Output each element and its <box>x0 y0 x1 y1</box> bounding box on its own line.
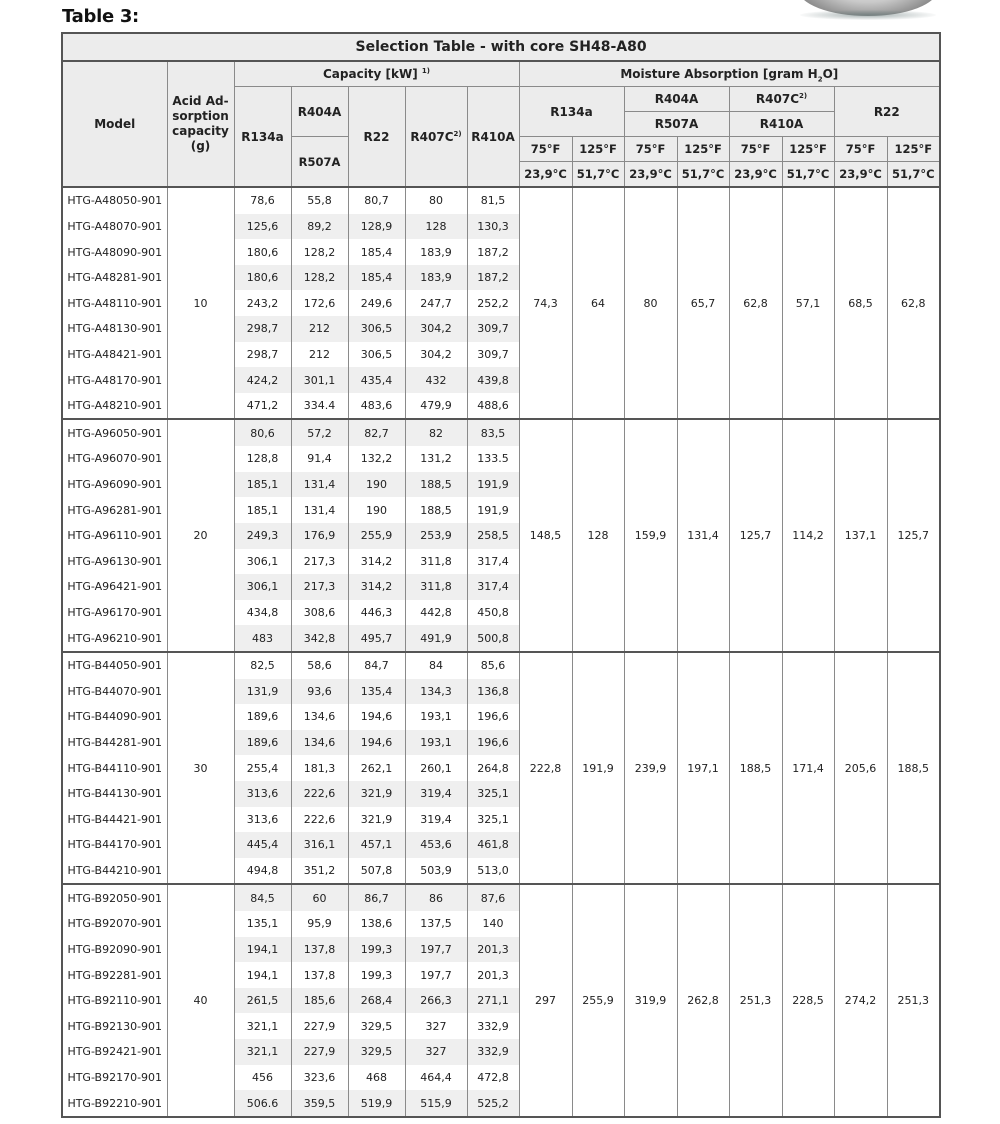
capacity-cell: 134,6 <box>291 704 348 730</box>
model-cell: HTG-B92110-901 <box>62 988 167 1014</box>
header-moist-r507a: R507A <box>624 112 729 137</box>
capacity-cell: 190 <box>348 497 405 523</box>
header-temp-f: 125°F <box>782 137 834 162</box>
capacity-cell: 197,7 <box>405 937 467 963</box>
capacity-cell: 298,7 <box>234 342 291 368</box>
capacity-cell: 261,5 <box>234 988 291 1014</box>
header-cap-r404a: R404A <box>291 87 348 137</box>
moisture-cell: 191,9 <box>572 652 624 884</box>
header-moist-r404a: R404A <box>624 87 729 112</box>
capacity-cell: 329,5 <box>348 1013 405 1039</box>
header-temp-c: 51,7°C <box>782 162 834 188</box>
capacity-cell: 185,1 <box>234 472 291 498</box>
capacity-cell: 308,6 <box>291 600 348 626</box>
capacity-cell: 351,2 <box>291 858 348 885</box>
model-cell: HTG-B44050-901 <box>62 652 167 679</box>
header-moist-r407c: $R407C^{2)}$ <box>729 87 834 112</box>
capacity-cell: 507,8 <box>348 858 405 885</box>
capacity-cell: 446,3 <box>348 600 405 626</box>
capacity-cell: 137,5 <box>405 911 467 937</box>
capacity-cell: 243,2 <box>234 290 291 316</box>
capacity-cell: 201,3 <box>467 962 519 988</box>
moisture-cell: 205,6 <box>834 652 887 884</box>
capacity-cell: 488,6 <box>467 393 519 420</box>
capacity-cell: 128,2 <box>291 239 348 265</box>
capacity-cell: 306,5 <box>348 342 405 368</box>
moisture-cell: 251,3 <box>887 884 940 1117</box>
capacity-cell: 80,6 <box>234 419 291 446</box>
capacity-cell: 131,2 <box>405 446 467 472</box>
capacity-cell: 249,3 <box>234 523 291 549</box>
model-cell: HTG-A96170-901 <box>62 600 167 626</box>
capacity-cell: 450,8 <box>467 600 519 626</box>
capacity-cell: 334.4 <box>291 393 348 420</box>
capacity-cell: 472,8 <box>467 1065 519 1091</box>
capacity-cell: 93,6 <box>291 679 348 705</box>
moisture-cell: 171,4 <box>782 652 834 884</box>
moisture-cell: 74,3 <box>519 187 572 419</box>
capacity-cell: 84,7 <box>348 652 405 679</box>
capacity-cell: 314,2 <box>348 549 405 575</box>
capacity-cell: 82 <box>405 419 467 446</box>
capacity-cell: 227,9 <box>291 1039 348 1065</box>
capacity-cell: 329,5 <box>348 1039 405 1065</box>
model-cell: HTG-A96050-901 <box>62 419 167 446</box>
moisture-cell: 319,9 <box>624 884 677 1117</box>
capacity-cell: 78,6 <box>234 187 291 214</box>
model-cell: HTG-A48210-901 <box>62 393 167 420</box>
capacity-cell: 442,8 <box>405 600 467 626</box>
moisture-cell: 239,9 <box>624 652 677 884</box>
header-cap-r410a: R410A <box>467 87 519 188</box>
capacity-cell: 176,9 <box>291 523 348 549</box>
capacity-cell: 252,2 <box>467 290 519 316</box>
capacity-cell: 327 <box>405 1039 467 1065</box>
capacity-cell: 222,6 <box>291 781 348 807</box>
header-cap-r407c: $R407C^{2)}$ <box>405 87 467 188</box>
capacity-cell: 189,6 <box>234 704 291 730</box>
capacity-cell: 128,2 <box>291 265 348 291</box>
model-cell: HTG-B92421-901 <box>62 1039 167 1065</box>
model-cell: HTG-B92050-901 <box>62 884 167 911</box>
header-cap-r507a: R507A <box>291 137 348 188</box>
moisture-cell: 80 <box>624 187 677 419</box>
model-cell: HTG-B44281-901 <box>62 730 167 756</box>
header-temp-c: 23,9°C <box>729 162 782 188</box>
capacity-cell: 82,7 <box>348 419 405 446</box>
header-moist-r410a: R410A <box>729 112 834 137</box>
capacity-cell: 268,4 <box>348 988 405 1014</box>
model-cell: HTG-A48050-901 <box>62 187 167 214</box>
moisture-cell: 255,9 <box>572 884 624 1117</box>
capacity-cell: 193,1 <box>405 730 467 756</box>
acid-capacity-cell: 40 <box>167 884 234 1117</box>
capacity-cell: 464,4 <box>405 1065 467 1091</box>
model-cell: HTG-A96421-901 <box>62 574 167 600</box>
capacity-cell: 85,6 <box>467 652 519 679</box>
capacity-cell: 180,6 <box>234 265 291 291</box>
capacity-cell: 212 <box>291 342 348 368</box>
capacity-cell: 247,7 <box>405 290 467 316</box>
selection-table <box>61 32 941 1118</box>
capacity-cell: 89,2 <box>291 214 348 240</box>
capacity-cell: 191,9 <box>467 472 519 498</box>
capacity-cell: 483 <box>234 625 291 652</box>
header-temp-f: 75°F <box>729 137 782 162</box>
model-cell: HTG-A96210-901 <box>62 625 167 652</box>
capacity-cell: 199,3 <box>348 962 405 988</box>
header-temp-f: 75°F <box>519 137 572 162</box>
capacity-cell: 80 <box>405 187 467 214</box>
model-cell: HTG-A48090-901 <box>62 239 167 265</box>
capacity-cell: 506.6 <box>234 1090 291 1117</box>
model-cell: HTG-B92130-901 <box>62 1013 167 1039</box>
capacity-cell: 342,8 <box>291 625 348 652</box>
capacity-cell: 194,1 <box>234 937 291 963</box>
moisture-cell: 188,5 <box>729 652 782 884</box>
capacity-cell: 494,8 <box>234 858 291 885</box>
capacity-cell: 258,5 <box>467 523 519 549</box>
capacity-cell: 316,1 <box>291 832 348 858</box>
document-title: Table 3: <box>62 6 139 27</box>
capacity-cell: 135,1 <box>234 911 291 937</box>
capacity-cell: 125,6 <box>234 214 291 240</box>
capacity-cell: 255,4 <box>234 755 291 781</box>
capacity-cell: 134,6 <box>291 730 348 756</box>
capacity-cell: 461,8 <box>467 832 519 858</box>
capacity-cell: 525,2 <box>467 1090 519 1117</box>
moisture-cell: 128 <box>572 419 624 651</box>
moisture-cell: 114,2 <box>782 419 834 651</box>
capacity-cell: 180,6 <box>234 239 291 265</box>
capacity-cell: 136,8 <box>467 679 519 705</box>
header-temp-c: 23,9°C <box>834 162 887 188</box>
table-row <box>62 652 940 679</box>
capacity-cell: 181,3 <box>291 755 348 781</box>
capacity-cell: 325,1 <box>467 807 519 833</box>
capacity-cell: 185,4 <box>348 265 405 291</box>
capacity-cell: 190 <box>348 472 405 498</box>
capacity-cell: 311,8 <box>405 574 467 600</box>
capacity-cell: 185,4 <box>348 239 405 265</box>
moisture-cell: 274,2 <box>834 884 887 1117</box>
capacity-cell: 313,6 <box>234 781 291 807</box>
capacity-cell: 435,4 <box>348 367 405 393</box>
model-cell: HTG-B44210-901 <box>62 858 167 885</box>
capacity-cell: 491,9 <box>405 625 467 652</box>
model-cell: HTG-A48130-901 <box>62 316 167 342</box>
moisture-cell: 197,1 <box>677 652 729 884</box>
capacity-cell: 82,5 <box>234 652 291 679</box>
acid-capacity-cell: 30 <box>167 652 234 884</box>
capacity-cell: 201,3 <box>467 937 519 963</box>
model-cell: HTG-A48070-901 <box>62 214 167 240</box>
capacity-cell: 128,8 <box>234 446 291 472</box>
capacity-cell: 217,3 <box>291 574 348 600</box>
moisture-cell: 251,3 <box>729 884 782 1117</box>
capacity-cell: 87,6 <box>467 884 519 911</box>
capacity-cell: 57,2 <box>291 419 348 446</box>
capacity-cell: 197,7 <box>405 962 467 988</box>
capacity-cell: 319,4 <box>405 781 467 807</box>
capacity-cell: 138,6 <box>348 911 405 937</box>
capacity-cell: 306,5 <box>348 316 405 342</box>
capacity-cell: 196,6 <box>467 704 519 730</box>
header-temp-f: 75°F <box>624 137 677 162</box>
table-caption: Selection Table - with core SH48-A80 <box>62 33 940 61</box>
capacity-cell: 60 <box>291 884 348 911</box>
capacity-cell: 185,1 <box>234 497 291 523</box>
capacity-cell: 84,5 <box>234 884 291 911</box>
capacity-cell: 188,5 <box>405 472 467 498</box>
model-cell: HTG-B44090-901 <box>62 704 167 730</box>
capacity-cell: 483,6 <box>348 393 405 420</box>
header-temp-f: 75°F <box>834 137 887 162</box>
table-row <box>62 884 940 911</box>
capacity-cell: 515,9 <box>405 1090 467 1117</box>
capacity-cell: 325,1 <box>467 781 519 807</box>
header-temp-c: 23,9°C <box>624 162 677 188</box>
header-temp-f: 125°F <box>887 137 940 162</box>
capacity-cell: 193,1 <box>405 704 467 730</box>
model-cell: HTG-B44070-901 <box>62 679 167 705</box>
model-cell: HTG-A96090-901 <box>62 472 167 498</box>
capacity-cell: 321,9 <box>348 781 405 807</box>
capacity-cell: 309,7 <box>467 342 519 368</box>
capacity-cell: 255,9 <box>348 523 405 549</box>
capacity-cell: 137,8 <box>291 937 348 963</box>
table-row <box>62 187 940 214</box>
moisture-cell: 137,1 <box>834 419 887 651</box>
capacity-cell: 132,2 <box>348 446 405 472</box>
capacity-cell: 332,9 <box>467 1013 519 1039</box>
header-temp-f: 125°F <box>572 137 624 162</box>
capacity-cell: 249,6 <box>348 290 405 316</box>
capacity-cell: 439,8 <box>467 367 519 393</box>
model-cell: HTG-B44170-901 <box>62 832 167 858</box>
capacity-cell: 321,1 <box>234 1013 291 1039</box>
capacity-cell: 196,6 <box>467 730 519 756</box>
capacity-cell: 424,2 <box>234 367 291 393</box>
moisture-cell: 131,4 <box>677 419 729 651</box>
moisture-cell: 62,8 <box>729 187 782 419</box>
capacity-cell: 519,9 <box>348 1090 405 1117</box>
capacity-cell: 323,6 <box>291 1065 348 1091</box>
capacity-cell: 199,3 <box>348 937 405 963</box>
capacity-cell: 432 <box>405 367 467 393</box>
capacity-cell: 84 <box>405 652 467 679</box>
header-acid-capacity: Acid Ad-sorption capacity (g) <box>167 61 234 187</box>
header-cap-r22: R22 <box>348 87 405 188</box>
capacity-cell: 457,1 <box>348 832 405 858</box>
capacity-cell: 253,9 <box>405 523 467 549</box>
capacity-cell: 227,9 <box>291 1013 348 1039</box>
capacity-cell: 262,1 <box>348 755 405 781</box>
capacity-cell: 468 <box>348 1065 405 1091</box>
capacity-cell: 187,2 <box>467 239 519 265</box>
capacity-cell: 55,8 <box>291 187 348 214</box>
moisture-cell: 159,9 <box>624 419 677 651</box>
header-moist-r134a: R134a <box>519 87 624 137</box>
table-row <box>62 419 940 446</box>
model-cell: HTG-A96070-901 <box>62 446 167 472</box>
moisture-cell: 64 <box>572 187 624 419</box>
capacity-cell: 304,2 <box>405 316 467 342</box>
moisture-cell: 65,7 <box>677 187 729 419</box>
capacity-cell: 359,5 <box>291 1090 348 1117</box>
capacity-cell: 332,9 <box>467 1039 519 1065</box>
capacity-cell: 513,0 <box>467 858 519 885</box>
capacity-cell: 445,4 <box>234 832 291 858</box>
header-cap-r134a: R134a <box>234 87 291 188</box>
model-cell: HTG-B92281-901 <box>62 962 167 988</box>
capacity-cell: 503,9 <box>405 858 467 885</box>
model-cell: HTG-A48170-901 <box>62 367 167 393</box>
capacity-cell: 317,4 <box>467 549 519 575</box>
moisture-cell: 148,5 <box>519 419 572 651</box>
capacity-cell: 311,8 <box>405 549 467 575</box>
capacity-cell: 183,9 <box>405 239 467 265</box>
capacity-cell: 194,6 <box>348 704 405 730</box>
model-cell: HTG-B92070-901 <box>62 911 167 937</box>
capacity-cell: 81,5 <box>467 187 519 214</box>
capacity-cell: 194,6 <box>348 730 405 756</box>
capacity-cell: 131,4 <box>291 497 348 523</box>
header-capacity: Capacity [kW] $^{1)}$ <box>234 61 519 87</box>
model-cell: HTG-B92210-901 <box>62 1090 167 1117</box>
model-cell: HTG-B44421-901 <box>62 807 167 833</box>
model-cell: HTG-A96281-901 <box>62 497 167 523</box>
capacity-cell: 188,5 <box>405 497 467 523</box>
capacity-cell: 471,2 <box>234 393 291 420</box>
capacity-cell: 260,1 <box>405 755 467 781</box>
moisture-cell: 125,7 <box>887 419 940 651</box>
capacity-cell: 137,8 <box>291 962 348 988</box>
header-moisture-absorption: Moisture Absorption [gram $H_2O$] <box>519 61 940 87</box>
header-temp-c: 23,9°C <box>519 162 572 188</box>
capacity-cell: 183,9 <box>405 265 467 291</box>
capacity-cell: 83,5 <box>467 419 519 446</box>
capacity-cell: 58,6 <box>291 652 348 679</box>
capacity-cell: 194,1 <box>234 962 291 988</box>
capacity-cell: 86,7 <box>348 884 405 911</box>
capacity-cell: 133.5 <box>467 446 519 472</box>
product-image-fragment <box>790 0 940 22</box>
model-cell: HTG-A96130-901 <box>62 549 167 575</box>
capacity-cell: 134,3 <box>405 679 467 705</box>
capacity-cell: 131,4 <box>291 472 348 498</box>
capacity-cell: 191,9 <box>467 497 519 523</box>
capacity-cell: 130,3 <box>467 214 519 240</box>
capacity-cell: 271,1 <box>467 988 519 1014</box>
capacity-cell: 317,4 <box>467 574 519 600</box>
header-model: Model <box>62 61 167 187</box>
capacity-cell: 434,8 <box>234 600 291 626</box>
capacity-cell: 140 <box>467 911 519 937</box>
capacity-cell: 135,4 <box>348 679 405 705</box>
header-temp-f: 125°F <box>677 137 729 162</box>
capacity-cell: 264,8 <box>467 755 519 781</box>
header-temp-c: 51,7°C <box>887 162 940 188</box>
capacity-cell: 479,9 <box>405 393 467 420</box>
moisture-cell: 228,5 <box>782 884 834 1117</box>
capacity-cell: 128 <box>405 214 467 240</box>
capacity-cell: 172,6 <box>291 290 348 316</box>
capacity-cell: 304,2 <box>405 342 467 368</box>
header-moist-r22: R22 <box>834 87 940 137</box>
header-temp-c: 51,7°C <box>572 162 624 188</box>
capacity-cell: 189,6 <box>234 730 291 756</box>
capacity-cell: 319,4 <box>405 807 467 833</box>
capacity-cell: 306,1 <box>234 574 291 600</box>
capacity-cell: 301,1 <box>291 367 348 393</box>
model-cell: HTG-B92090-901 <box>62 937 167 963</box>
moisture-cell: 188,5 <box>887 652 940 884</box>
capacity-cell: 309,7 <box>467 316 519 342</box>
capacity-cell: 266,3 <box>405 988 467 1014</box>
capacity-cell: 80,7 <box>348 187 405 214</box>
model-cell: HTG-B44130-901 <box>62 781 167 807</box>
model-cell: HTG-A48281-901 <box>62 265 167 291</box>
capacity-cell: 222,6 <box>291 807 348 833</box>
acid-capacity-cell: 20 <box>167 419 234 651</box>
moisture-cell: 68,5 <box>834 187 887 419</box>
capacity-cell: 185,6 <box>291 988 348 1014</box>
model-cell: HTG-A48421-901 <box>62 342 167 368</box>
moisture-cell: 125,7 <box>729 419 782 651</box>
table-body <box>62 187 940 1117</box>
model-cell: HTG-B44110-901 <box>62 755 167 781</box>
moisture-cell: 222,8 <box>519 652 572 884</box>
capacity-cell: 456 <box>234 1065 291 1091</box>
capacity-cell: 321,1 <box>234 1039 291 1065</box>
moisture-cell: 262,8 <box>677 884 729 1117</box>
moisture-cell: 57,1 <box>782 187 834 419</box>
model-cell: HTG-A96110-901 <box>62 523 167 549</box>
capacity-cell: 495,7 <box>348 625 405 652</box>
capacity-cell: 187,2 <box>467 265 519 291</box>
capacity-cell: 86 <box>405 884 467 911</box>
capacity-cell: 500,8 <box>467 625 519 652</box>
capacity-cell: 91,4 <box>291 446 348 472</box>
capacity-cell: 453,6 <box>405 832 467 858</box>
capacity-cell: 306,1 <box>234 549 291 575</box>
capacity-cell: 131,9 <box>234 679 291 705</box>
capacity-cell: 298,7 <box>234 316 291 342</box>
moisture-cell: 297 <box>519 884 572 1117</box>
moisture-cell: 62,8 <box>887 187 940 419</box>
capacity-cell: 327 <box>405 1013 467 1039</box>
capacity-cell: 95,9 <box>291 911 348 937</box>
capacity-cell: 313,6 <box>234 807 291 833</box>
capacity-cell: 314,2 <box>348 574 405 600</box>
model-cell: HTG-B92170-901 <box>62 1065 167 1091</box>
capacity-cell: 212 <box>291 316 348 342</box>
header-temp-c: 51,7°C <box>677 162 729 188</box>
model-cell: HTG-A48110-901 <box>62 290 167 316</box>
acid-capacity-cell: 10 <box>167 187 234 419</box>
capacity-cell: 321,9 <box>348 807 405 833</box>
capacity-cell: 128,9 <box>348 214 405 240</box>
capacity-cell: 217,3 <box>291 549 348 575</box>
